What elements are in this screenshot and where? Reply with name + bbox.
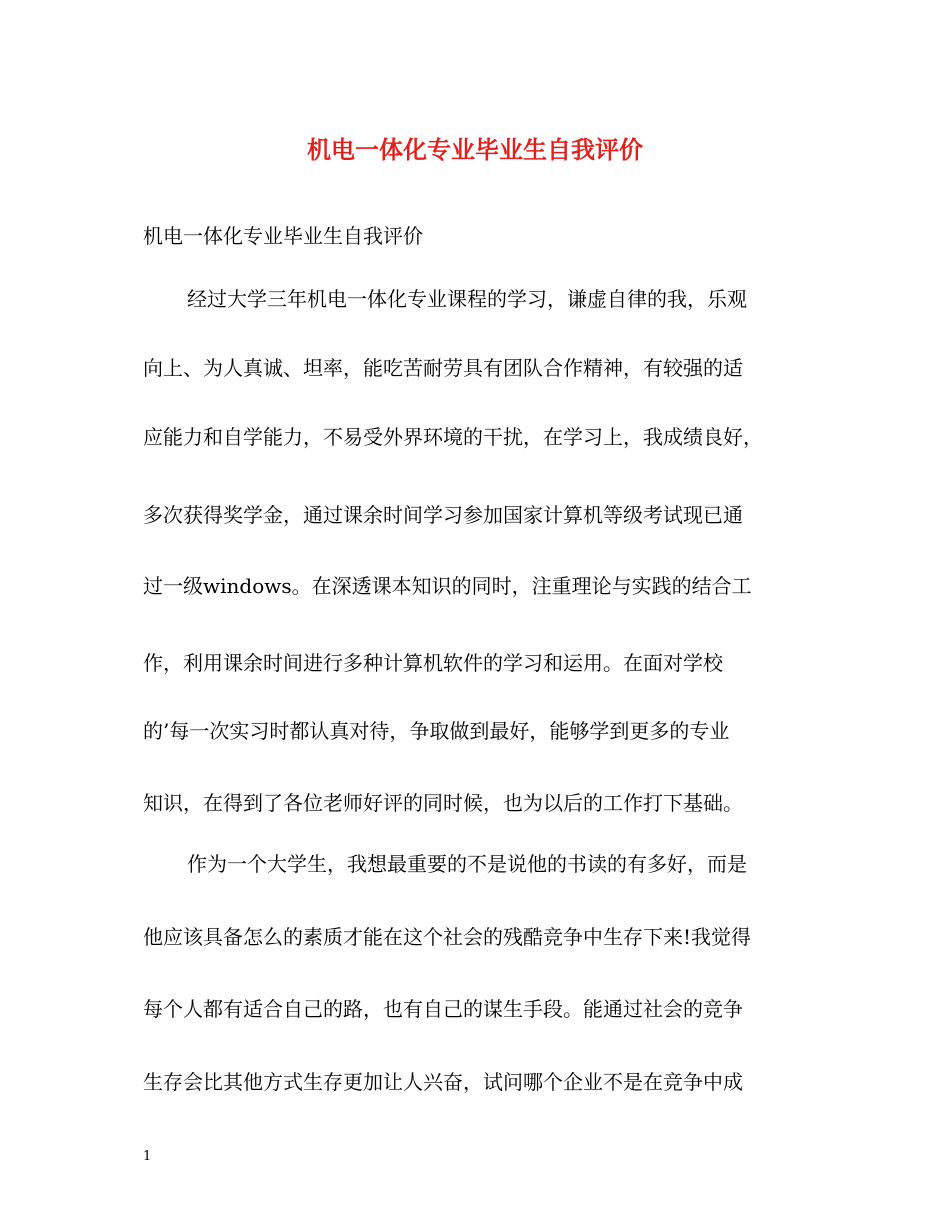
paragraph-1-line-1: 经过大学三年机电一体化专业课程的学习，谦虚自律的我，乐观 [187, 287, 747, 311]
paragraph-1-line-6: 作，利用课余时间进行多种计算机软件的学习和运用。在面对学校 [143, 651, 723, 675]
paragraph-2-line-3: 每个人都有适合自己的路，也有自己的谋生手段。能通过社会的竞争 [143, 997, 743, 1021]
paragraph-1-line-8: 知识，在得到了各位老师好评的同时候，也为以后的工作打下基础。 [143, 791, 743, 815]
document-subtitle: 机电一体化专业毕业生自我评价 [143, 224, 423, 248]
paragraph-1-line-3: 应能力和自学能力，不易受外界环境的干扰，在学习上，我成绩良好， [143, 425, 763, 449]
paragraph-1-line-7: 的’每一次实习时都认真对待，争取做到最好，能够学到更多的专业 [143, 719, 730, 743]
page-number: 1 [143, 1149, 152, 1164]
paragraph-1-line-4: 多次获得奖学金，通过课余时间学习参加国家计算机等级考试现已通 [143, 503, 743, 527]
paragraph-2-line-4: 生存会比其他方式生存更加让人兴奋，试问哪个企业不是在竞争中成 [143, 1070, 743, 1094]
document-title: 机电一体化专业毕业生自我评价 [307, 135, 643, 164]
paragraph-1-line-5: 过一级windows。在深透课本知识的同时，注重理论与实践的结合工 [143, 574, 752, 598]
paragraph-1-line-2: 向上、为人真诚、坦率，能吃苦耐劳具有团队合作精神，有较强的适 [143, 356, 743, 380]
paragraph-2-line-2: 他应该具备怎么的素质才能在这个社会的残酷竞争中生存下来!我觉得 [143, 925, 752, 949]
paragraph-2-line-1: 作为一个大学生，我想最重要的不是说他的书读的有多好，而是 [187, 852, 747, 876]
